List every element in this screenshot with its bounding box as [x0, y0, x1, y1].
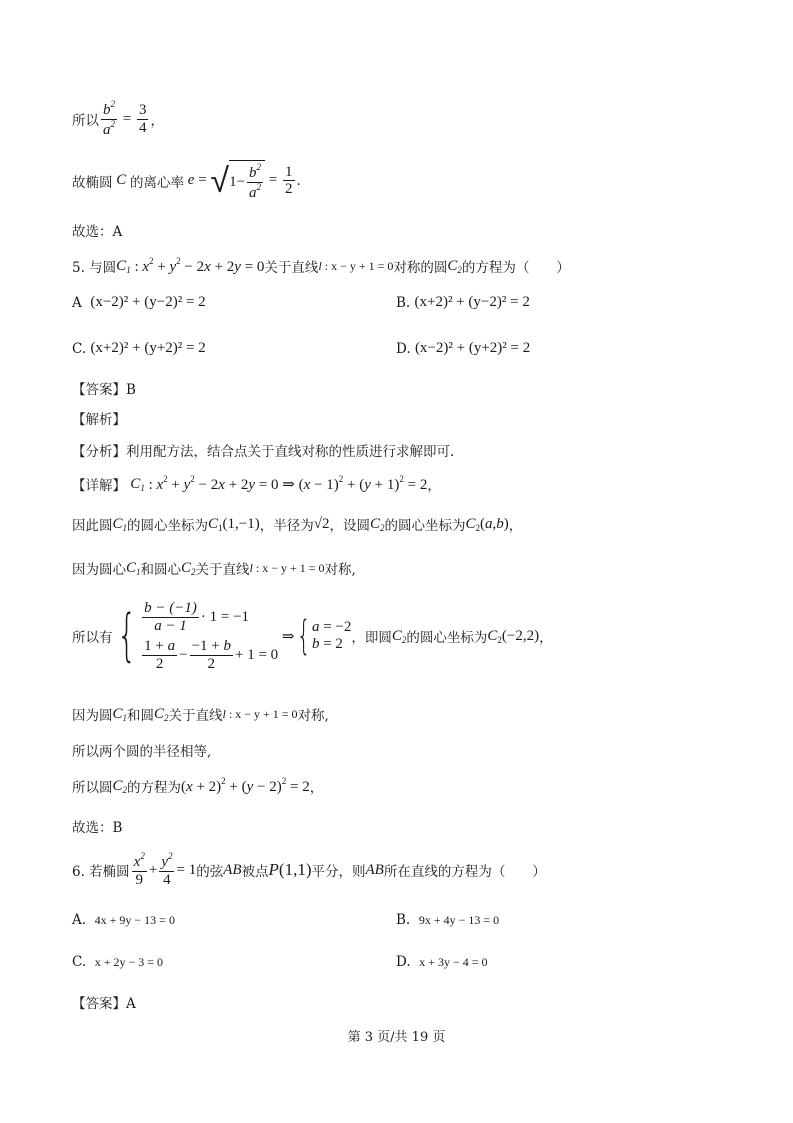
option-6b[interactable]: B. 9x + 4y − 13 = 0 [396, 912, 500, 928]
detail-5-line5: 因为圆 $C_1$ 和圆 $C_2$ 关于直线 l : x − y + 1 = 0 对称, [72, 705, 329, 724]
answer-5: 【答案】B [72, 382, 136, 398]
detail-5-line2: 因此圆 $C_1$ 的圆心坐标为 $C_1(1,-1)$ ，半径为 √2 ，设圆 $C_2$ 的圆心坐标为 $C_2(a,b)$ ， [72, 515, 523, 534]
detail-5-line6: 所以两个圆的半径相等, [72, 744, 212, 760]
answer-b-line: 故选：B [72, 820, 123, 836]
option-5a[interactable]: A (x−2)² + (y−2)² = 2 [72, 294, 206, 311]
question-6: 6. 若椭圆 $\frac{x^2}{9}$ + $\frac{y^2}{4}$ = 1 的弦 AB 被点 P(1,1) 平分，则 AB 所在直线的方程为（ ） [72, 851, 546, 888]
page-footer: 第 3 页/共 19 页 [347, 1030, 446, 1045]
option-5b[interactable]: B. (x+2)² + (y−2)² = 2 [396, 294, 530, 311]
option-6c[interactable]: C. x + 2y − 3 = 0 [72, 954, 164, 970]
left-brace-icon: { [296, 613, 311, 659]
left-brace-icon: { [116, 603, 137, 668]
line-ratio: 所以 $\frac{b^2}{a^2}$ = $\frac{3}{4}$ ， [72, 99, 164, 138]
option-5d[interactable]: D. (x−2)² + (y+2)² = 2 [396, 340, 531, 357]
option-6a[interactable]: A. 4x + 9y − 13 = 0 [72, 912, 175, 928]
option-5c[interactable]: C. (x+2)² + (y+2)² = 2 [72, 340, 206, 357]
fraction-3-4: $\frac{3}{4}$ [138, 102, 147, 136]
line-eccentricity: 故椭圆 C 的离心率 e = √ 1− $\frac{b^2}{a^2}$ = $\frac{1}{2}$ . [72, 160, 301, 201]
fraction-b2-a2: $\frac{b^2}{a^2}$ [103, 99, 115, 138]
detail-5-system: 所以有 { $\frac{b - (-1)}{a - 1}$ · 1 = −1 $\frac{1 + a}{2}$ − $\frac{-1 + b}{2}$ + 1 = 0 ⇒ { a = −2 b = 2 ，即圆 $C_2$ 的圆心坐标为 $C_2(-2,2)$ ， [72, 600, 553, 672]
answer-a-line: 故选：A [72, 224, 123, 240]
answer-6: 【答案】A [72, 996, 136, 1012]
detail-5-line1: 【详解】 $C_1$ : $x^2 + y^2 - 2x + 2y = 0$ ⇒ $(x - 1)^2 + (y + 1)^2 = 2$ ， [72, 474, 441, 494]
option-6d[interactable]: D. x + 3y − 4 = 0 [396, 954, 488, 970]
analysis-5-heading: 【解析】 [72, 412, 126, 428]
sqrt-icon: √ [210, 160, 230, 201]
analysis-5-summary: 【分析】利用配方法，结合点关于直线对称的性质进行求解即可. [72, 444, 455, 460]
question-5: 5. 与圆 $C_1$ : $x^2 + y^2 - 2x + 2y = 0$ 关于直线 l : x − y + 1 = 0 对称的圆 $C_2$ 的方程为（ ） [72, 256, 570, 276]
detail-5-line3: 因为圆心 $C_1$ 和圆心 $C_2$ 关于直线 l : x − y + 1 = 0 对称, [72, 559, 356, 578]
detail-5-line7: 所以圆 $C_2$ 的方程为 $(x + 2)^2 + (y - 2)^2 = 2$ ， [72, 776, 324, 796]
